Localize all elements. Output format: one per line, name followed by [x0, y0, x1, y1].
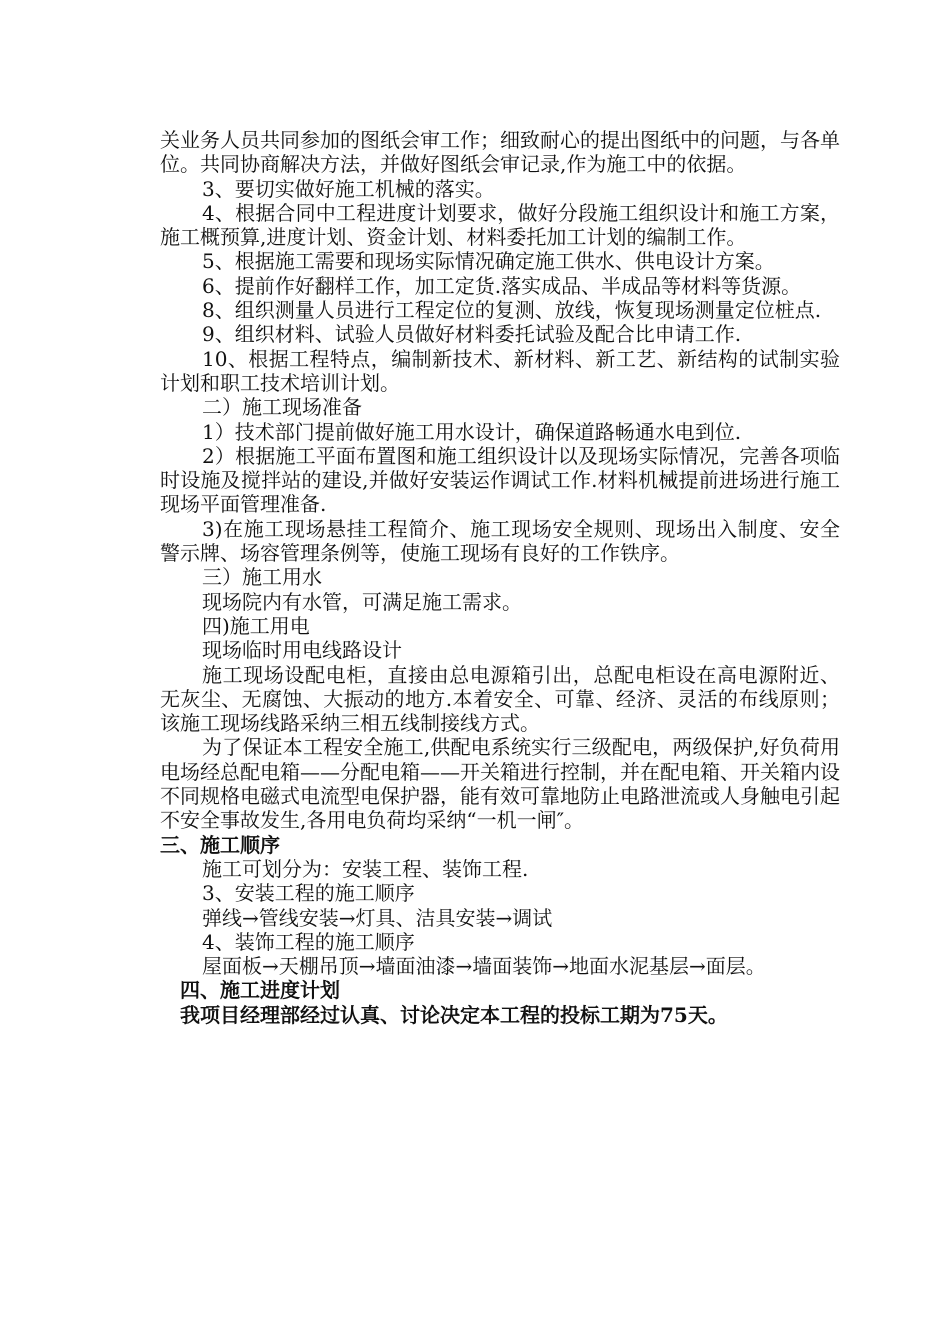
paragraph-item-9-testing: 9、组织材料、试验人员做好材料委托试验及配合比申请工作.	[202, 322, 742, 347]
paragraph-site-3: 3)在施工现场悬挂工程简介、施工现场安全规则、现场出入制度、安全警示牌、场容管理条例等，使施工现场有良好的工作铁序。	[160, 516, 840, 566]
paragraph-item-3-machinery: 3、要切实做好施工机械的落实。	[202, 176, 495, 201]
paragraph-item-6-materials: 6、提前作好翻样工作，加工定货.落实成品、半成品等材料等货源。	[202, 273, 802, 298]
paragraph-item-5-supply: 5、根据施工需要和现场实际情况确定施工供水、供电设计方案。	[202, 249, 775, 274]
paragraph-site-2: 2）根据施工平面布置图和施工组织设计以及现场实际情况，完善各项临时设施及搅拌站的建设,并做好安装运作调试工作.材料机械提前进场进行施工现场平面管理准备.	[160, 443, 840, 517]
paragraph-decoration-sequence: 屋面板→天棚吊顶→墙面油漆→墙面装饰→地面水泥基层→面层。	[202, 954, 766, 979]
heading-construction-sequence: 三、施工顺序	[160, 832, 280, 857]
paragraph-divisions: 施工可划分为：安装工程、装饰工程.	[202, 856, 529, 881]
paragraph-drawing-review: 关业务人员共同参加的图纸会审工作；细致耐心的提出图纸中的问题，与各单位。共同协商解决方法，并做好图纸会审记录,作为施工中的依据。	[160, 128, 840, 177]
paragraph-item-8-survey: 8、组织测量人员进行工程定位的复测、放线，恢复现场测量定位桩点.	[202, 298, 822, 323]
subheading-site-preparation: 二）施工现场准备	[202, 395, 362, 420]
document-page	[160, 128, 840, 1027]
paragraph-three-level-distribution: 为了保证本工程安全施工,供配电系统实行三级配电，两级保护,好负荷用电场经总配电箱——分配电箱——开关箱进行控制，并在配电箱、开关箱内设不同规格电磁式电流型电保护器，能有效可靠地防止电路泄流或人身触电引起不安全事故发生,各用电负荷均采纳“一机一闸″。	[160, 735, 840, 833]
paragraph-item-10-training: 10、根据工程特点，编制新技术、新材料、新工艺、新结构的试制实验计划和职工技术培训计划。	[160, 346, 840, 395]
paragraph-schedule-75-days: 我项目经理部经过认真、讨论决定本工程的投标工期为75天。	[180, 1002, 728, 1027]
paragraph-distribution-cabinet: 施工现场设配电柜，直接由总电源箱引出，总配电柜设在高电源附近、无灰尘、无腐蚀、大振动的地方.本着安全、可靠、经济、灵活的布线原则；该施工现场线路采纳三相五线制接线方式。	[160, 662, 840, 736]
paragraph-site-1: 1）技术部门提前做好施工用水设计，确保道路畅通水电到位.	[202, 419, 742, 444]
paragraph-line-design: 现场临时用电线路设计	[202, 638, 402, 663]
subheading-installation-sequence: 3、安装工程的施工顺序	[202, 881, 415, 906]
subheading-water: 三）施工用水	[202, 565, 322, 590]
paragraph-installation-sequence: 弹线→管线安装→灯具、洁具安装→调试	[202, 905, 553, 930]
subheading-electricity: 四)施工用电	[202, 613, 310, 638]
paragraph-water: 现场院内有水管，可满足施工需求。	[202, 589, 522, 614]
heading-schedule: 四、施工进度计划	[180, 978, 340, 1003]
paragraph-item-4-plan: 4、根据合同中工程进度计划要求，做好分段施工组织设计和施工方案，施工概预算,进度计划、资金计划、材料委托加工计划的编制工作。	[160, 200, 840, 250]
subheading-decoration-sequence: 4、装饰工程的施工顺序	[202, 929, 415, 954]
